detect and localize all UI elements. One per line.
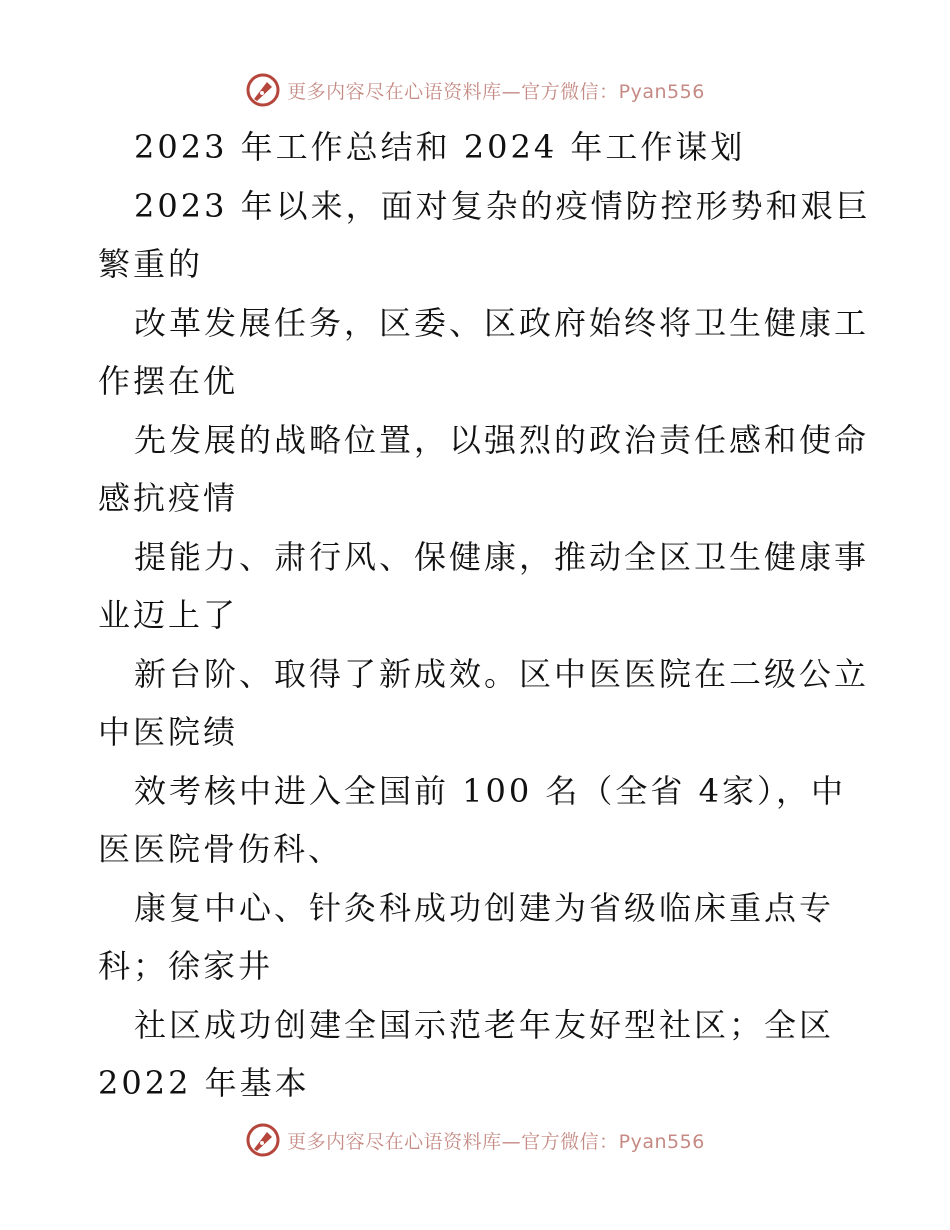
paragraph-line: 提能力、肃行风、保健康，推动全区卫生健康事 <box>134 537 870 576</box>
paragraph-line: 改革发展任务，区委、区政府始终将卫生健康工 <box>134 303 870 342</box>
header-watermark-banner <box>0 70 950 110</box>
pen-nib-logo-icon <box>245 1122 281 1158</box>
paragraph-line: 业迈上了 <box>98 596 239 634</box>
paragraph-line: 2023 年以来，面对复杂的疫情防控形势和艰巨 <box>134 186 871 225</box>
paragraph-line: 繁重的 <box>98 245 204 283</box>
paragraph-line: 感抗疫情 <box>98 479 239 517</box>
paragraph-line: 社区成功创建全国示范老年友好型社区；全区 <box>134 1005 835 1044</box>
footer-watermark-text: 更多内容尽在心语资料库—官方微信：Pyan556 <box>287 1130 705 1153</box>
paragraph-line: 作摆在优 <box>98 362 239 400</box>
paragraph-line: 新台阶、取得了新成效。区中医医院在二级公立 <box>134 654 870 693</box>
paragraph-line: 医医院骨伤科、 <box>98 830 344 868</box>
pen-nib-logo-icon <box>245 72 281 108</box>
paragraph-line: 康复中心、针灸科成功创建为省级临床重点专 <box>134 888 835 927</box>
paragraph-line: 效考核中进入全国前 100 名（全省 4家），中 <box>134 771 846 810</box>
paragraph-line: 中医院绩 <box>98 713 239 751</box>
document-title: 2023 年工作总结和 2024 年工作谋划 <box>134 128 746 166</box>
paragraph-line: 科；徐家井 <box>98 947 274 985</box>
header-watermark-text: 更多内容尽在心语资料库—官方微信：Pyan556 <box>287 80 705 103</box>
paragraph-line: 先发展的战略位置，以强烈的政治责任感和使命 <box>134 420 870 459</box>
paragraph-line: 2022 年基本 <box>98 1064 310 1102</box>
footer-watermark-banner <box>0 1120 950 1160</box>
document-body <box>98 118 871 1113</box>
